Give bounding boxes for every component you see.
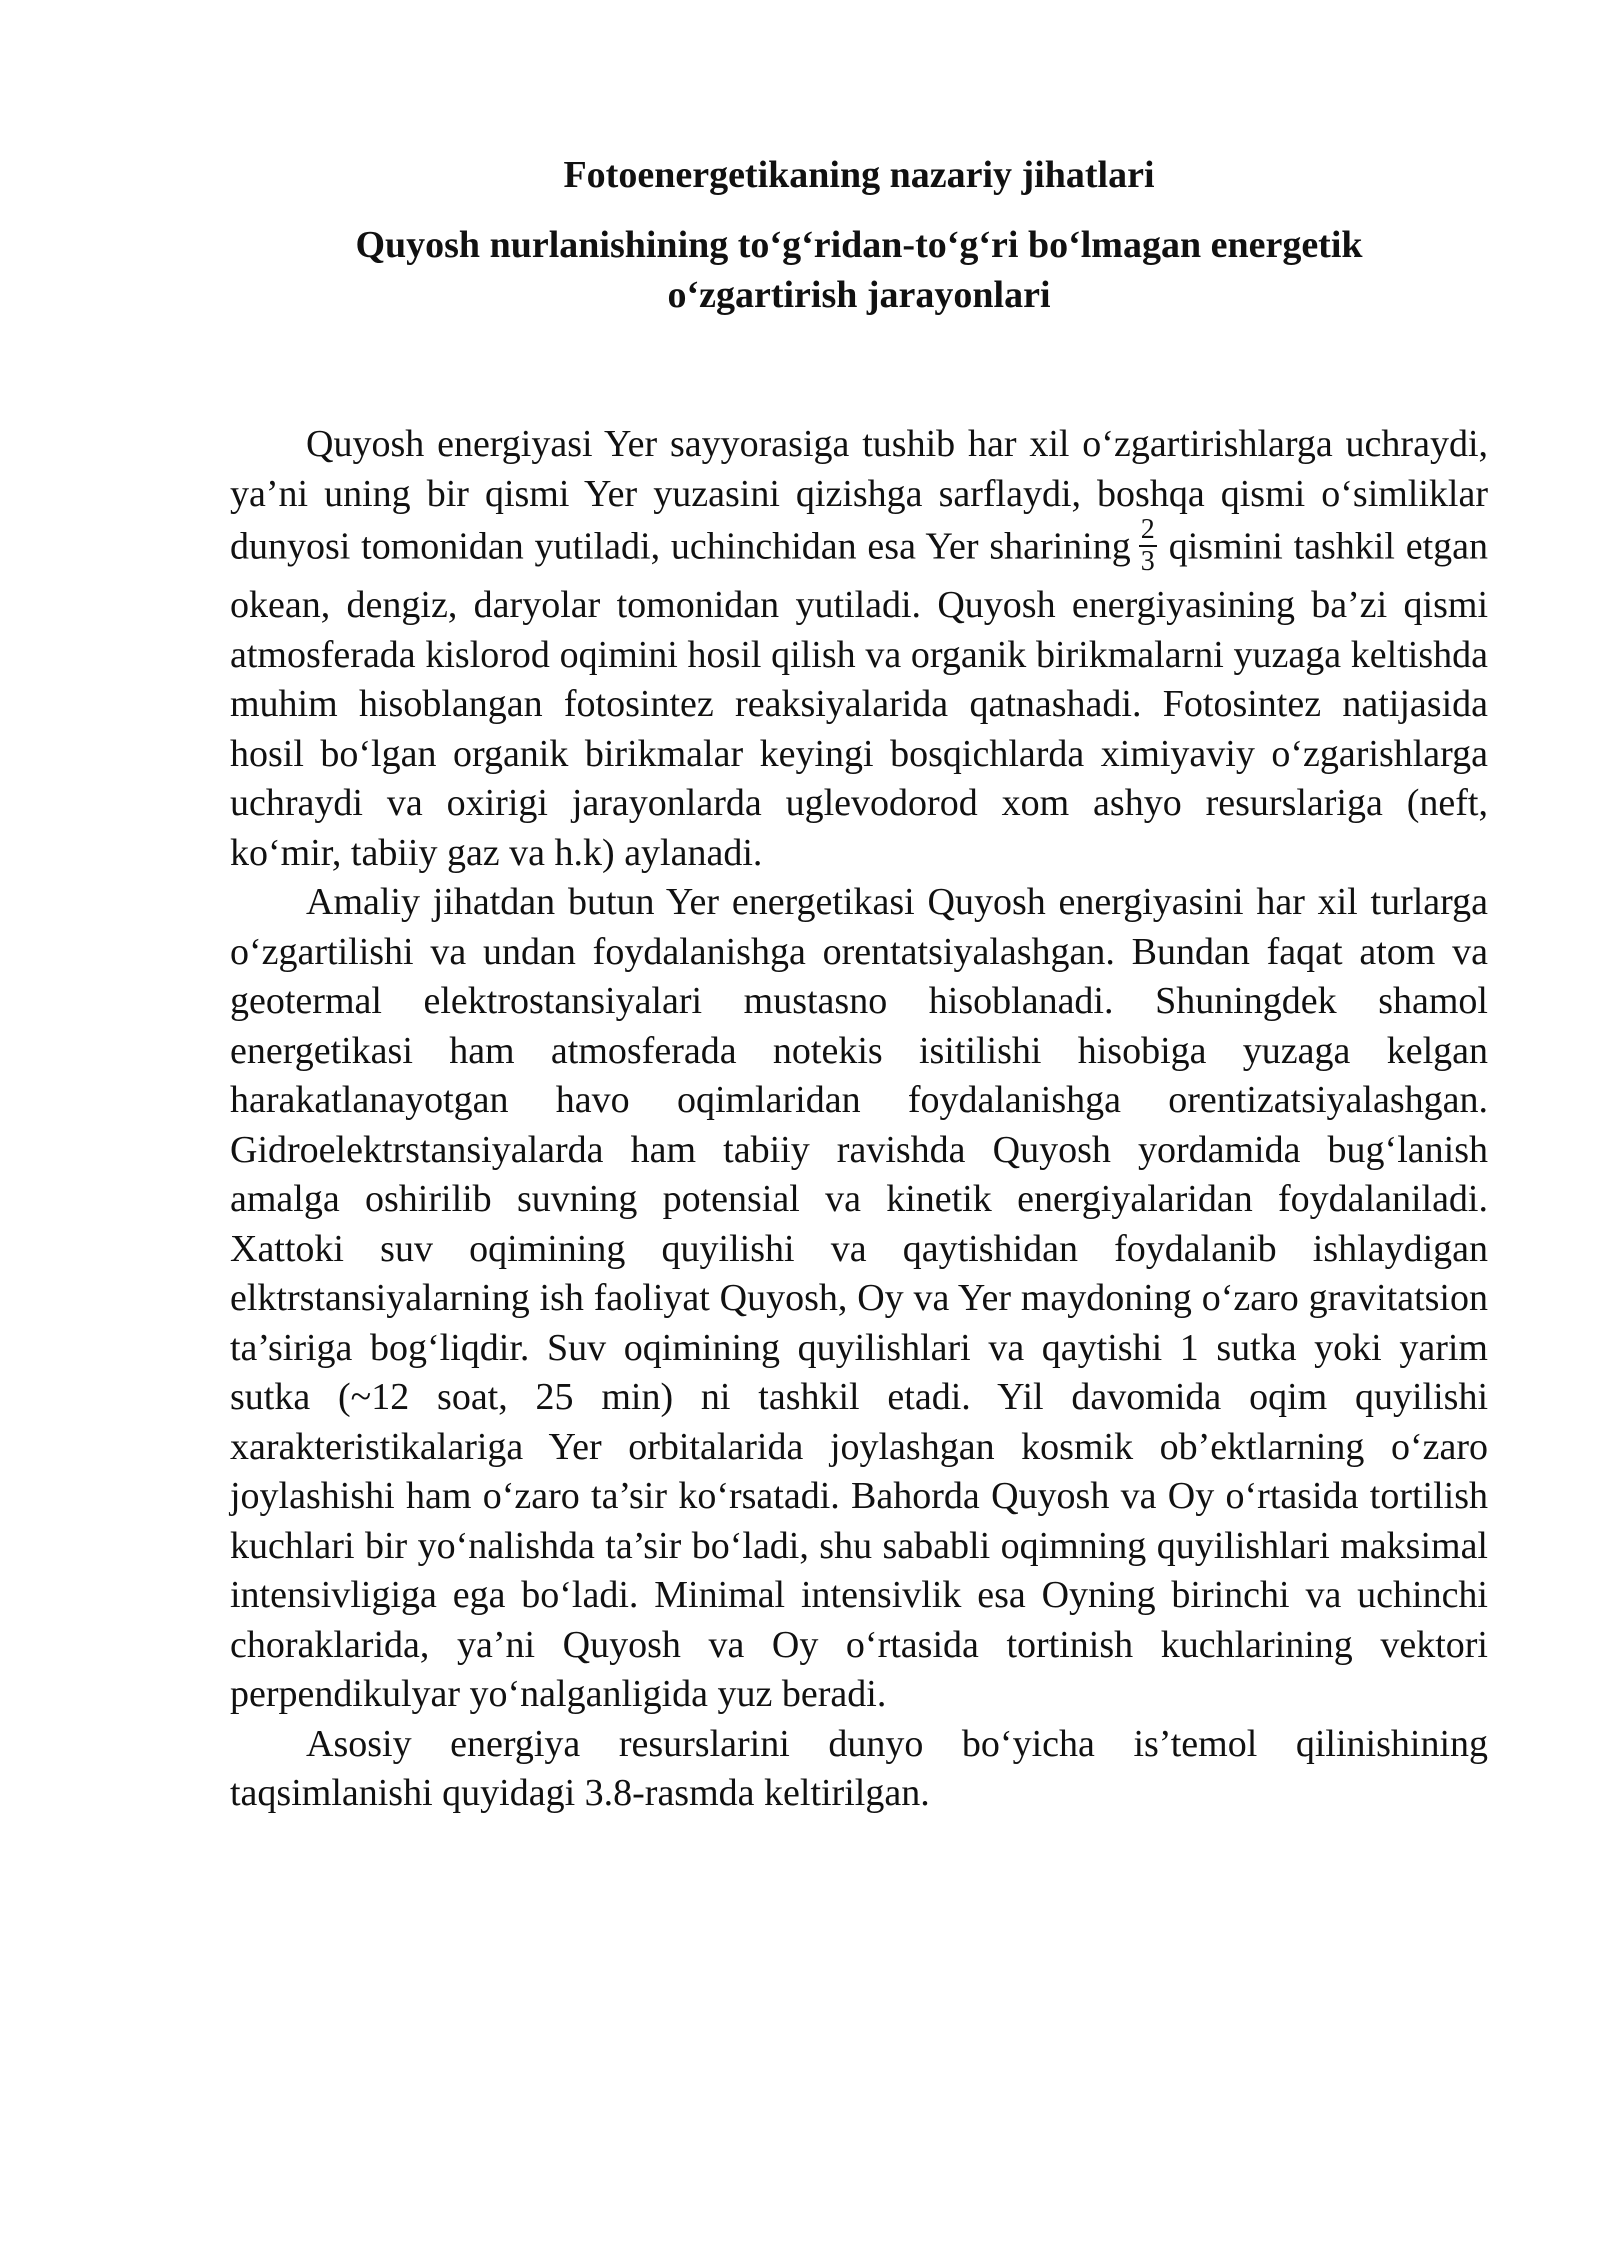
subtitle-line-2: o‘zgartirish jarayonlari bbox=[667, 274, 1051, 316]
subtitle-line-1: Quyosh nurlanishining to‘g‘ridan-to‘g‘ri bo‘lmagan energetik bbox=[355, 224, 1363, 266]
document-page bbox=[230, 150, 1488, 1819]
paragraph-3: Asosiy energiya resurslarini dunyo bo‘yicha is’temol qilinishining taqsimlanishi quyidagi 3.8-rasmda keltirilgan. bbox=[230, 1722, 1488, 1814]
paragraph-1-text-before: Quyosh energiyasi Yer sayyorasiga tushib har xil o‘zgartirishlarga uchraydi, ya’ni uning bir qismi Yer yuzasini qizishga sarflaydi, boshqa qismi o‘simliklar dunyosi tomonidan yutiladi, uchinchidan esa Yer sharining bbox=[230, 423, 1488, 568]
section-subtitle bbox=[230, 220, 1488, 320]
paragraph-1 bbox=[230, 420, 1488, 878]
page-title: Fotoenergetikaning nazariy jihatlari bbox=[563, 154, 1155, 196]
fraction-numerator: 2 bbox=[1140, 514, 1155, 545]
paragraph-2: Amaliy jihatdan butun Yer energetikasi Quyosh energiyasini har xil turlarga o‘zgartilishi va undan foydalanishga orentatsiyalashgan. Bundan faqat atom va geotermal elektrostansiyalari mustasno hisoblanadi. Shuningdek shamol energetikasi ham atmosferada notekis isitilishi hisobiga yuzaga kelgan harakatlanayotgan havo oqimlaridan foydalanishga orentizatsiyalashgan. Gidroelektrstansiyalarda ham tabiiy ravishda Quyosh yordamida bug‘lanish amalga oshirilib suvning potensial va kinetik energiyalaridan foydalaniladi. Xattoki suv oqimining quyilishi va qaytishidan foydalanib ishlaydigan elktrstansiyalarning ish faoliyat Quyosh, Oy va Yer maydoning o‘zaro gravitatsion ta’siriga bog‘liqdir. Suv oqimining quyilishlari va qaytishi 1 sutka yoki yarim sutka (~12 soat, 25 min) ni tashkil etadi. Yil davomida oqim quyilishi xarakteristikalariga Yer orbitalarida joylashgan kosmik ob’ektlarning o‘zaro joylashishi ham o‘zaro ta’sir ko‘rsatadi. Bahorda Quyosh va Oy o‘rtasida tortilish kuchlari bir yo‘nalishda ta’sir bo‘ladi, shu sababli oqimning quyilishlari maksimal intensivligiga ega bo‘ladi. Minimal intensivlik esa Oyning birinchi va uchinchi choraklarida, ya’ni Quyosh va Oy o‘rtasida tortinish kuchlarining vektori perpendikulyar yo‘nalganligida yuz beradi. bbox=[230, 881, 1488, 1715]
paragraph-1-text-after: qismini tashkil etgan okean, dengiz, daryolar tomonidan yutiladi. Quyosh energiyasining ba’zi qismi atmosferada kislorod oqimini hosil qilish va organik birikmalarni yuzaga keltishda muhim hisoblangan fotosintez reaksiyalarida qatnashadi. Fotosintez natijasida hosil bo‘lgan organik birikmalar keyingi bosqichlarda ximiyaviy o‘zgarishlarga uchraydi va oxirigi jarayonlarda uglevodorod xom ashyo resurslariga (neft, ko‘mir, tabiiy gaz va h.k) aylanadi. bbox=[230, 525, 1489, 874]
fraction-denominator: 3 bbox=[1140, 546, 1155, 577]
fraction-two-thirds bbox=[1139, 515, 1157, 577]
